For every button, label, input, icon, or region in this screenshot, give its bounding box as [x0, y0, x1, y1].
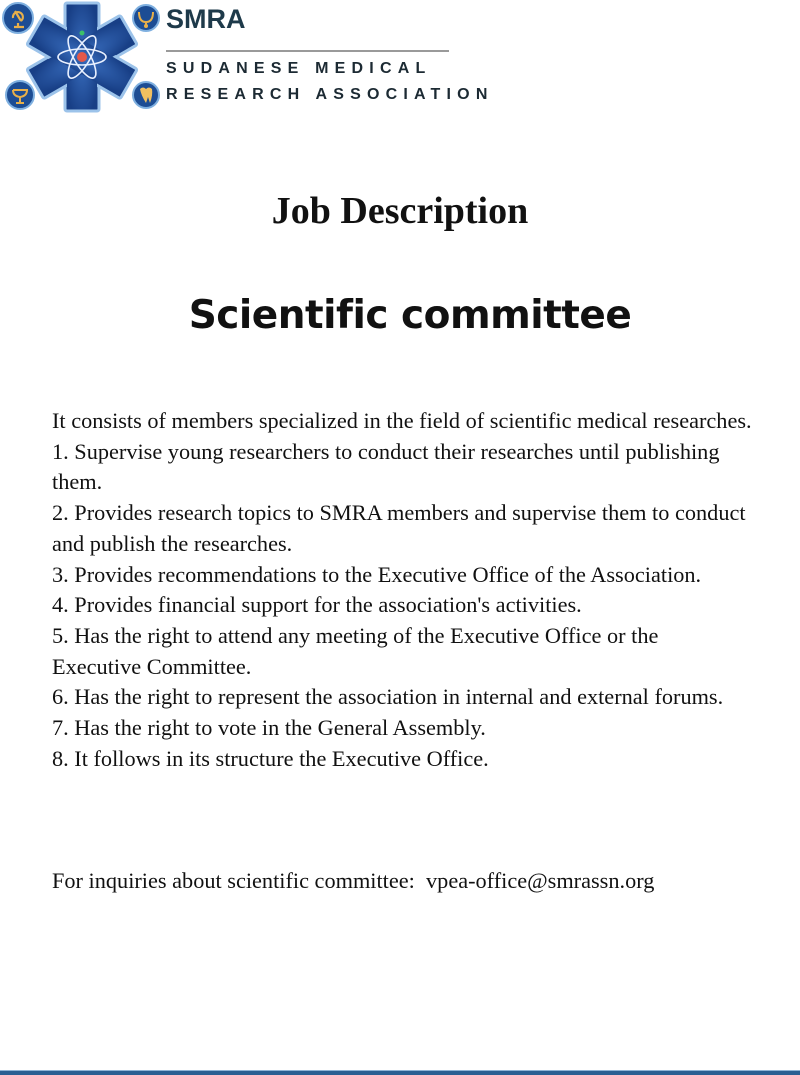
responsibility-item: 3. Provides recommendations to the Executive Office of the Association. [52, 561, 702, 587]
document-title: Job Description [271, 190, 529, 232]
footer-bar [0, 1070, 800, 1075]
brand-name-line-1: SUDANESE MEDICAL [166, 60, 432, 77]
responsibility-item: 6. Has the right to represent the association in internal and external forums. [52, 684, 724, 710]
responsibility-item: 7. Has the right to vote in the General Assembly. [52, 715, 486, 741]
header [0, 0, 540, 115]
contact-line [52, 868, 654, 894]
responsibility-item: 2. Provides research topics to SMRA members and supervise them to conduct and publish the researches. [52, 500, 746, 556]
brand-name-line-2: RESEARCH ASSOCIATION [166, 86, 494, 103]
responsibility-item: 5. Has the right to attend any meeting of the Executive Office or the Executive Committee. [52, 622, 659, 679]
responsibility-item: 8. It follows in its structure the Executive Office. [52, 745, 489, 771]
contact-label: For inquiries about scientific committee: [52, 868, 427, 893]
brand-divider [166, 50, 449, 52]
tooth-icon [133, 82, 159, 108]
document-subtitle: Scientific committee [188, 293, 632, 338]
smra-logo-icon [0, 0, 160, 115]
responsibilities-section [52, 406, 752, 774]
responsibility-item: 4. Provides financial support for the association's activities. [52, 592, 582, 618]
microscope-icon [3, 3, 33, 33]
stethoscope-icon [133, 5, 159, 31]
responsibility-item: 1. Supervise young researchers to conduct their researches until publishing them. [52, 438, 720, 495]
bowl-of-hygieia-icon [6, 81, 34, 109]
contact-email-link[interactable]: vpea-office@smrassn.org [426, 868, 655, 893]
brand-abbreviation: SMRA [166, 4, 246, 34]
intro-paragraph: It consists of members specialized in the field of scientific medical researches. [52, 408, 752, 433]
